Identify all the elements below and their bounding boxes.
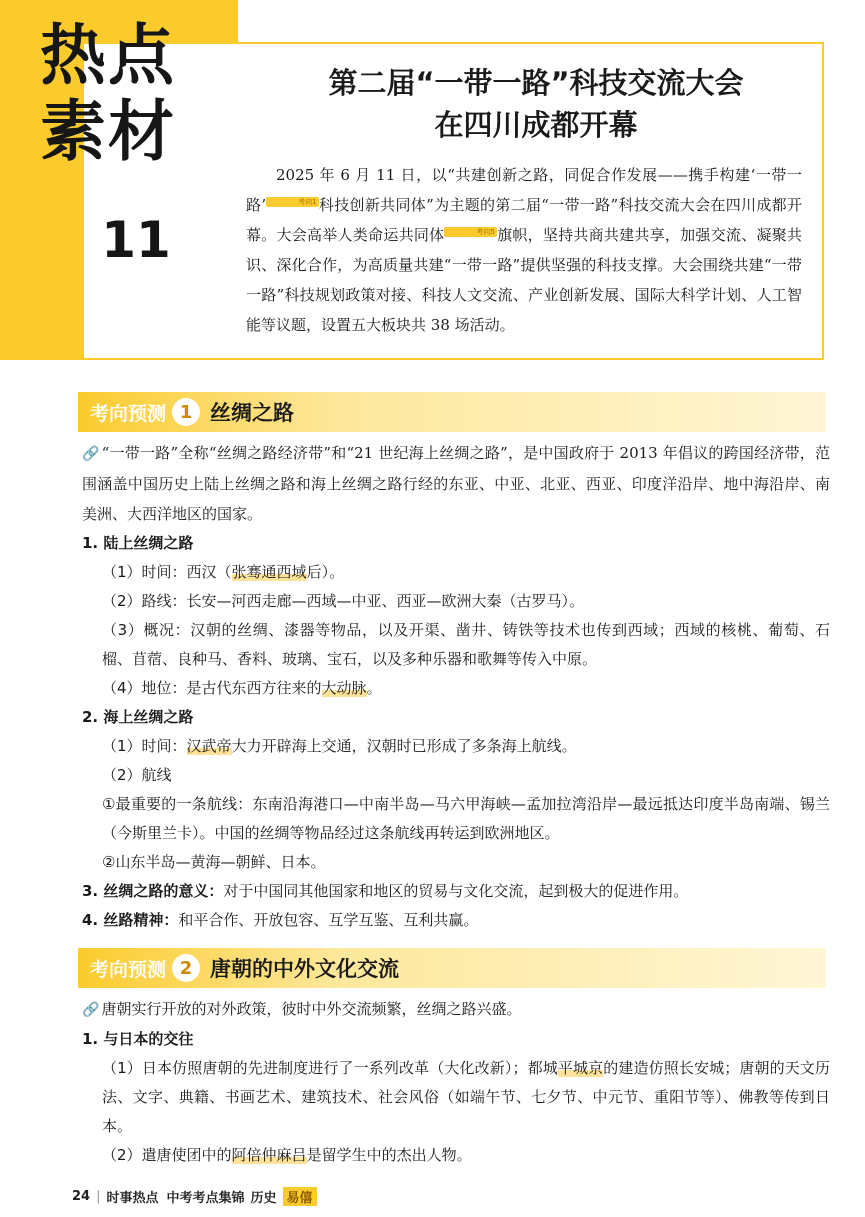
list-item bbox=[82, 732, 830, 761]
footer-series: 时事热点 bbox=[106, 1190, 159, 1206]
text: （1）时间： bbox=[102, 737, 187, 755]
list-item: （2）路线：长安—河西走廊—西域—中亚、西亚—欧洲大秦（古罗马）。 bbox=[102, 592, 585, 610]
text: 和平合作、开放包容、互学互鉴、互利共赢。 bbox=[178, 911, 479, 929]
heading-significance: 3. 丝绸之路的意义： bbox=[82, 882, 224, 900]
text: 的建造仿照长安城；唐朝的天文历法、文字、典籍、书画艺术、建筑技术、社会风俗（如端午节、七夕节、中元节、重阳节等）、佛教等传到日本。 bbox=[102, 1059, 830, 1135]
banner-title bbox=[40, 18, 230, 170]
list-item: ①最重要的一条航线：东南沿海港口—中南半岛—马六甲海峡—孟加拉湾沿岸—最远抵达印度半岛南端、锡兰（今斯里兰卡）。中国的丝绸等物品经过这条航线再转运到欧洲地区。 bbox=[102, 795, 830, 842]
list-item: （3）概况：汉朝的丝绸、漆器等物品，以及开渠、凿井、铸铁等技术也传到西域；西域的核桃、葡萄、石榴、苜蓿、良种马、香料、玻璃、宝石，以及多种乐器和歌舞等传入中原。 bbox=[102, 621, 830, 668]
footer-badge: 易僖 bbox=[283, 1187, 317, 1206]
text: 。 bbox=[366, 679, 382, 697]
topic-tag-1: 考向1 bbox=[266, 197, 318, 207]
heading-spirit: 4. 丝路精神： bbox=[82, 911, 179, 929]
text: 是留学生中的杰出人物。 bbox=[306, 1146, 472, 1164]
banner-number: 11 bbox=[86, 190, 186, 290]
section-label: 考向预测 bbox=[90, 402, 167, 425]
section-1-lead bbox=[82, 438, 830, 529]
heading-land-silk-road: 1. 陆上丝绸之路 bbox=[82, 534, 194, 552]
link-icon: 🔗 bbox=[82, 446, 100, 462]
text: （2）遣唐使团中的 bbox=[102, 1146, 232, 1164]
section-number: 2 bbox=[172, 954, 200, 982]
page-footer bbox=[72, 1186, 317, 1206]
page-number: 24 bbox=[72, 1188, 91, 1204]
text: （1）日本仿照唐朝的先进制度进行了一系列改革（大化改新）；都城 bbox=[102, 1059, 558, 1077]
significance bbox=[82, 877, 830, 906]
section-2-lead bbox=[82, 994, 830, 1025]
list-item bbox=[82, 1141, 830, 1170]
section-title: 唐朝的中外文化交流 bbox=[210, 957, 400, 981]
highlight: 平城京 bbox=[557, 1059, 604, 1077]
topic-tag-5: 考向5 bbox=[444, 227, 496, 237]
text: 大力开辟海上交通，汉朝时已形成了多条海上航线。 bbox=[231, 737, 577, 755]
section-1-body bbox=[82, 438, 830, 935]
heading-japan-exchange: 1. 与日本的交往 bbox=[82, 1030, 194, 1048]
intro-title-line2: 在四川成都开幕 bbox=[434, 108, 638, 142]
silk-road-spirit bbox=[82, 906, 830, 935]
section-number: 1 bbox=[172, 398, 200, 426]
highlight: 汉武帝 bbox=[186, 737, 232, 755]
footer-divider: | bbox=[96, 1188, 101, 1204]
section-2-body bbox=[82, 994, 830, 1170]
lead-text: 唐朝实行开放的对外政策，彼时中外交流频繁，丝绸之路兴盛。 bbox=[101, 1000, 522, 1018]
text: （4）地位：是古代东西方往来的 bbox=[102, 679, 322, 697]
heading-maritime-silk-road: 2. 海上丝绸之路 bbox=[82, 708, 194, 726]
highlight: 阿倍仲麻吕 bbox=[231, 1146, 307, 1164]
intro-text-3: 旗帜，坚持共商共建共享，加强交流、凝聚共识、深化合作，为高质量共建“一带一路”提供坚强的科技支撑。大会围绕共建“一带一路”科技规划政策对接、科技人文交流、产业创新发展、国际大科学计划、人工智能等议题，设置五大板块共 38 场活动。 bbox=[246, 226, 802, 334]
intro-text-1: 2025 年 6 月 11 日，以“共建创新之路，同促合作发展——携手构建‘一带一路’ bbox=[246, 166, 802, 214]
banner-title-line2: 素材 bbox=[40, 93, 176, 170]
intro-text-2: 科技创新共同体”为主题的第二届“一带一路”科技交流大会在四川成都开幕。大会高举人类命运共同体 bbox=[246, 196, 802, 244]
text: （1）时间：西汉（ bbox=[102, 563, 232, 581]
list-item: （2）航线 bbox=[102, 766, 172, 784]
banner-title-line1: 热点 bbox=[40, 17, 176, 94]
section-header-1 bbox=[78, 392, 826, 432]
section-label: 考向预测 bbox=[90, 958, 167, 981]
text: 对于中国同其他国家和地区的贸易与文化交流，起到极大的促进作用。 bbox=[223, 882, 689, 900]
list-item bbox=[82, 1054, 830, 1141]
link-icon: 🔗 bbox=[82, 1002, 100, 1018]
intro-paragraph bbox=[246, 160, 802, 340]
list-item: ②山东半岛—黄海—朝鲜、日本。 bbox=[102, 853, 326, 871]
section-header-2 bbox=[78, 948, 826, 988]
list-item bbox=[82, 558, 830, 587]
text: 后）。 bbox=[306, 563, 345, 581]
highlight: 张骞通西域 bbox=[231, 563, 307, 581]
intro-title-line1: 第二届“一带一路”科技交流大会 bbox=[328, 66, 744, 100]
section-title: 丝绸之路 bbox=[210, 401, 295, 425]
intro-title bbox=[246, 62, 826, 146]
highlight: 大动脉 bbox=[321, 679, 367, 697]
list-item bbox=[82, 674, 830, 703]
footer-subject: 历史 bbox=[250, 1190, 277, 1206]
lead-text: “一带一路”全称“丝绸之路经济带”和“21 世纪海上丝绸之路”，是中国政府于 2013 年倡议的跨国经济带，范围涵盖中国历史上陆上丝绸之路和海上丝绸之路行经的东亚、中亚、北亚、西亚、印度洋沿岸、地中海沿岸、南美洲、大西洋地区的国家。 bbox=[82, 444, 830, 523]
footer-book: 中考考点集锦 bbox=[166, 1190, 245, 1206]
